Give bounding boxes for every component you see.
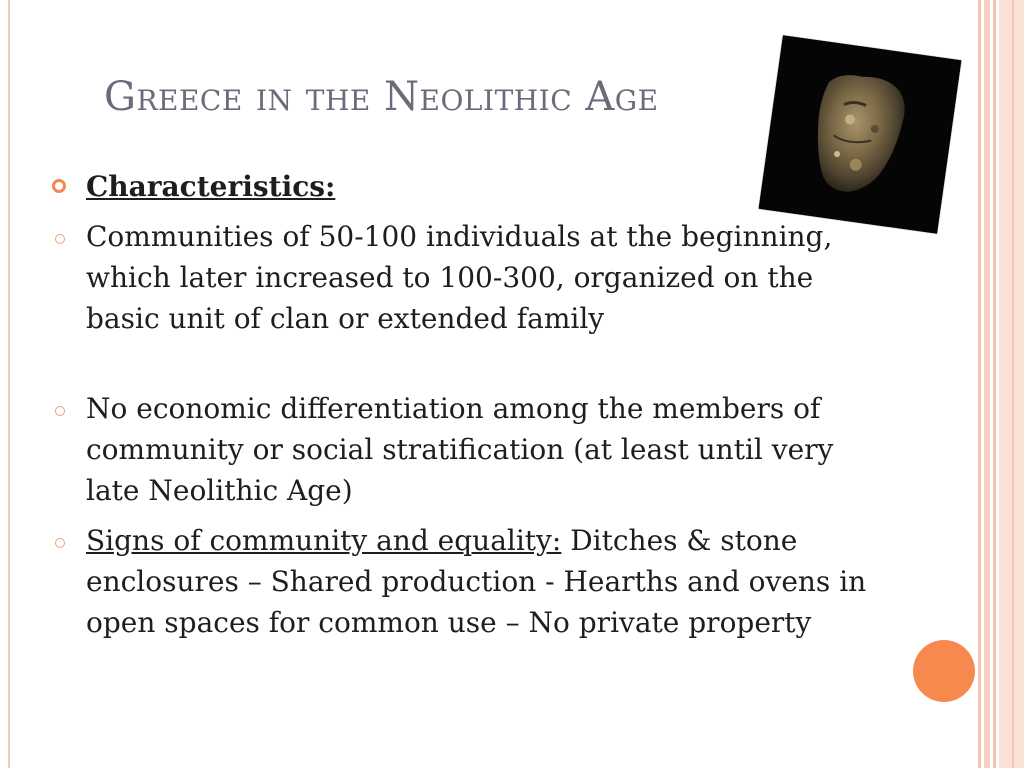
- characteristics-heading: Characteristics:: [86, 170, 336, 203]
- bullet-item-differentiation: No economic differentiation among the members of community or social stratification (at least until very late Neolithic Age): [86, 392, 834, 507]
- stripe: [978, 0, 981, 768]
- stripe: [993, 0, 996, 768]
- bullet-item-communities: Communities of 50-100 individuals at the beginning, which later increased to 100-300, organized on the basic unit of clan or extended family: [86, 220, 833, 335]
- bullet-circle-icon: [55, 538, 65, 548]
- bullet-circle-icon: [55, 406, 65, 416]
- decorative-orange-circle: [913, 640, 975, 702]
- stripe: [984, 0, 990, 768]
- left-rule: [8, 0, 10, 768]
- slide-title: Greece in the Neolithic Age: [104, 74, 659, 120]
- bullet-item-equality: [86, 520, 876, 643]
- stripe: [1012, 0, 1014, 768]
- bullet-circle-icon: [55, 234, 65, 244]
- bullet-ring-icon: [52, 179, 66, 193]
- equality-text: Ditches & stone enclosures – Shared production - Hearths and ovens in open spaces for common use – No private property: [86, 524, 867, 639]
- equality-label: Signs of community and equality:: [86, 524, 562, 557]
